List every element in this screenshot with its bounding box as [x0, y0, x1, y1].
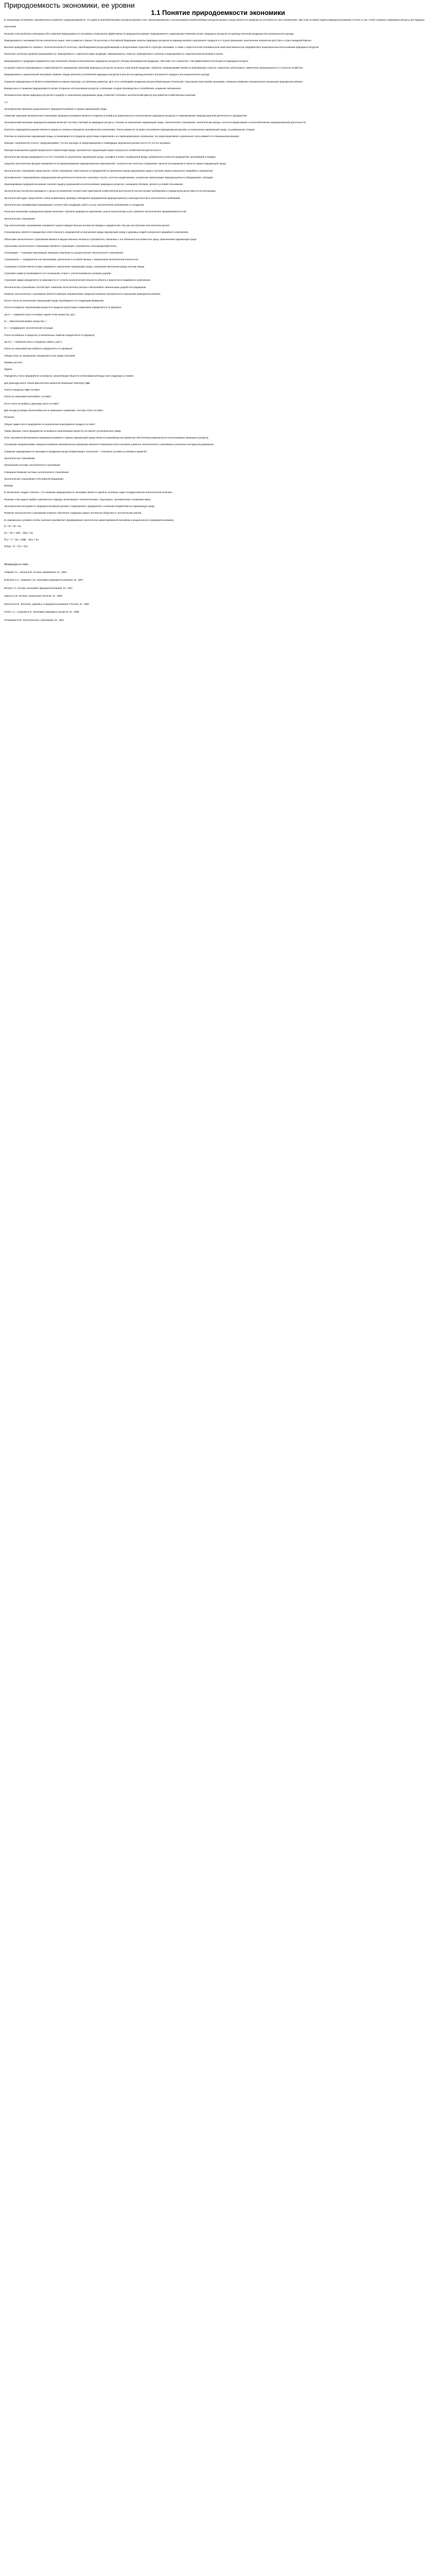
- document-title: Природоемкость экономики, ее уровни: [4, 1, 135, 9]
- formula: Пл = Нл × (Мл − Мн) × Кэ: [4, 532, 33, 535]
- paragraph: Совершенствование системы экологического страхования: [4, 470, 69, 473]
- paragraph: Страхованием, является гражданская ответственность предприятий за причинение вреда окружающей среде и здоровью людей в результате аварийного загрязнения.: [4, 231, 189, 234]
- paragraph: Рыночные механизмы природопользования включают торговлю правами на загрязнение, рынок экологических услуг, развитие экологического предпринимательства.: [4, 210, 187, 213]
- paragraph: Важную роль в снижении природоемкости играет вторичное использование ресурсов, утилизация отходов производства и потребления, рециклинг материалов.: [4, 87, 181, 90]
- paragraph: Главными задачами экономического механизма природопользования являются создание условий для рационального использования природных ресурсов и стимулирование природоохранной деятельности предприятий.: [4, 114, 248, 117]
- paragraph: Экономическая оценка природных ресурсов и ущерба от загрязнения окружающей среды позволяет учитывать экологический фактор при принятии хозяйственных решений.: [4, 94, 196, 97]
- paragraph: 1.2: [4, 100, 8, 104]
- paragraph: Таким образом, плата предприятия за выбросы загрязняющих веществ составляет установленную сумму.: [4, 429, 121, 432]
- paragraph: Итого плата за выбросы диоксида азота составит:: [4, 402, 60, 405]
- paragraph: Принцип возмещения ущерба предполагает компенсацию вреда, причиненного окружающей среде в результате хозяйственной деятельности.: [4, 148, 162, 151]
- paragraph: Экологическое страхование: [4, 457, 35, 460]
- paragraph: Высокая природоемкость связана с технологической отсталостью, преобладанием ресурсодобывающих и ресурсоемких отраслей в структуре экономики, а также с недостаточной экономической заинтересованностью предприятий в рациональном использовании природных ресурсов.: [4, 46, 320, 49]
- paragraph: Организация системы экологического страхования: [4, 464, 60, 467]
- formula: П = Н × М × Кэ: [4, 525, 22, 528]
- paragraph: Субъектами экологического страхования являются страховщик, страхователь и выгодоприобретатель.: [4, 244, 117, 247]
- paragraph: Лицензирование природопользования означает выдачу разрешений на использование природных ресурсов с указанием объемов, сроков и условий пользования.: [4, 183, 184, 186]
- reference-item: Бобылев С.Н., Ходжаев А.Ш. Экономика природопользования. М., 1997.: [4, 579, 84, 582]
- paragraph: Платежи за загрязнение окружающей среды устанавливаются в пределах допустимых нормативов и за сверхнормативное загрязнение. За сверхнормативное загрязнение плата взимается в повышенном размере.: [4, 135, 240, 138]
- paragraph: Итак, экономический механизм природопользования и охраны окружающей среды является важнейшим инструментом обеспечения рационального использования природных ресурсов.: [4, 436, 209, 439]
- references-list: [0, 568, 436, 624]
- paragraph: Экологический аудит представляет собой независимую проверку соблюдения предприятием природоохранного законодательства и экологических требований.: [4, 196, 181, 199]
- paragraph: Для диоксида азота: объем фактических выбросов превышает величину ПДВ.: [4, 381, 91, 384]
- paragraph: где Нл — норматив платы в пределах лимита, руб./т.: [4, 340, 63, 343]
- paragraph: Принцип «загрязнитель платит» предусматривает, что все расходы по предотвращению и ликвидации загрязнения должен нести тот, кто его вызывает.: [4, 142, 171, 145]
- paragraph: Решение этой проблемы невозможно без снижения природоемкости экономики и повышения эффективности природопользования. Природоемкость характеризует величину затрат природных ресурсов на единицу конечной продукции или национального дохода.: [4, 32, 294, 35]
- paragraph: Природоемкость продукции определяется как отношение объема использованных природных ресурсов к объему произведенной продукции. Чем ниже этот показатель, тем эффективнее используются природные ресурсы.: [4, 59, 249, 62]
- paragraph: Природоемкость национальной экономики отражает общую величину потребления природных ресурсов в расчете на единицу валового внутреннего продукта или национального дохода.: [4, 73, 210, 76]
- reference-item: Акимова Т.А., Хаскин В.В. Основы экоразвития. М., 1994.: [4, 570, 67, 573]
- paragraph: Общая плата за загрязнение определяется как сумма платежей:: [4, 354, 76, 357]
- paragraph: Снижение природоемкости является важнейшим условием перехода к устойчивому развитию. Для этого необходимо внедрение ресурсосберегающих технологий, структурная перестройка экономики, совершенствование экономического механизма природопользования.: [4, 80, 303, 83]
- paragraph: Кэ — коэффициент экологической ситуации.: [4, 327, 54, 330]
- paragraph: Под экологическим страхованием понимается защита имущественных интересов граждан и юридических лиц при наступлении экологических рисков.: [4, 224, 170, 227]
- paragraph: Экологическая сертификация подтверждает соответствие продукции, работ и услуг экологическим требованиям и стандартам.: [4, 204, 145, 207]
- paragraph: Общая сумма платы предприятия за загрязнение атмосферного воздуха составит:: [4, 422, 96, 426]
- paragraph: Страховой тариф определяется в зависимости от степени экологической опасности объекта и вероятности аварийного загрязнения.: [4, 279, 151, 282]
- paragraph: Экологическое страхование представляет собой страхование ответственности предприятий за причинение вреда окружающей среде и третьим лицам в результате аварийного загрязнения.: [4, 169, 214, 172]
- paragraph: Платность природопользования является одним из основных принципов экономического механизма. Плата взимается за право пользования природными ресурсами, за загрязнение окружающей среды, за размещение отходов.: [4, 128, 255, 131]
- paragraph: Экологическая экспертиза проводится с целью установления соответствия намечаемой хозяйственной деятельности экологическим требованиям и определения допустимости ее реализации.: [4, 190, 217, 193]
- paragraph: Плата за выбросы в пределах установленных лимитов определяется по формуле:: [4, 333, 95, 336]
- paragraph: Экономический механизм природопользования включает систему платежей за природные ресурсы, платежи за загрязнение окружающей среды, экологическое страхование, экологические фонды, льготное кредитование и налогообложение природоохранной деятельности.: [4, 121, 307, 124]
- paragraph: Объектами экологического страхования являются имущественные интересы страхователя, связанные с его обязанностью возместить вред, причиненный окружающей среде.: [4, 238, 197, 241]
- paragraph: Определить плату предприятия за выбросы загрязняющих веществ в атмосферный воздух при следующих условиях.: [4, 375, 134, 378]
- formula-block: [0, 523, 436, 550]
- paragraph: Экономические инструменты природопользования должны стимулировать предприятия к снижению воздействия на окружающую среду.: [4, 505, 155, 508]
- paragraph: Страховым случаем является факт аварийного загрязнения окружающей среды, повлекший причинение вреда третьим лицам.: [4, 265, 145, 268]
- paragraph: Снижение природоемкости экономики и внедрение ресурсосберегающих технологий — ключевые условия устойчивого развития.: [4, 450, 148, 453]
- formula: Побщ = П + Пл + Псл: [4, 545, 28, 548]
- paragraph: Расчет платы за загрязнение окружающей среды производится по следующим формулам.: [4, 299, 104, 302]
- references-title: Литература по теме:: [4, 563, 29, 566]
- document: [0, 0, 436, 636]
- paragraph: Для оксида углерода объем выбросов не превышает нормативы, поэтому плата составит:: [4, 409, 104, 412]
- paragraph: Страховая сумма устанавливается по соглашению сторон с учетом возможного размера ущерба.: [4, 272, 112, 275]
- paragraph: В заключение следует отметить, что снижение природоемкости экономики является одной из основных задач государственной экологической политики.: [4, 491, 172, 494]
- paragraph: Экологическое страхование: [4, 217, 35, 220]
- paragraph: Экологические фонды формируются за счет платежей за загрязнение окружающей среды, штрафов и исков о возмещении вреда, добровольных взносов предприятий, организаций и граждан.: [4, 155, 217, 158]
- paragraph: Экономические принципы рационального природопользования и охраны окружающей среды: [4, 107, 107, 110]
- paragraph: Пример расчета:: [4, 361, 23, 364]
- paragraph: Основными направлениями совершенствования экономического механизма являются повышение роли платежей, развитие экологического страхования и рыночных методов регулирования.: [4, 443, 215, 446]
- paragraph: Решение: [4, 416, 14, 419]
- paragraph: Страховщик — страховая организация, имеющая лицензию на осуществление экологического страхования.: [4, 251, 124, 255]
- paragraph: Страхователь — предприятие или организация, деятельность которой связана с повышенной экологической опасностью.: [4, 258, 139, 261]
- paragraph: В «Концепции устойчивого экономического развития» предусматривается, что добыча невозобновляемых ресурсов должна стать сбалансированной, а использование возобновляемых ресурсов должно осуществляться в пределах их способности к восстановлению. При этом основная задача природопользования состоит в том, чтобы сохранить природные ресурсы для будущих поколений.: [4, 19, 425, 28]
- paragraph: Экономическое стимулирование природоохранной деятельности включает налоговые льготы, льготное кредитование, ускоренную амортизацию природоохранного оборудования, субсидии.: [4, 176, 214, 179]
- paragraph: Экологическое страхование в Российской Федерации: [4, 477, 63, 480]
- paragraph: Плата в пределах ПДВ составит:: [4, 388, 41, 392]
- document-body: [0, 16, 436, 523]
- paragraph: Плата за сверхлимитный выброс составит:: [4, 395, 52, 398]
- reference-item: Протасов В.Ф. Экология, здоровье и природопользование в России. М., 1995.: [4, 602, 90, 605]
- paragraph: Решение этой задачи требует комплексного подхода, включающего технологические, структурные, экономические и правовые меры.: [4, 498, 151, 501]
- reference-item: Потравный И.М. Экологическое страхование. М., 2001.: [4, 618, 65, 621]
- section-title: 1.1 Понятие природоемкости экономики: [151, 9, 285, 16]
- paragraph: Задача: [4, 368, 12, 371]
- paragraph: Плата за сверхлимитные выбросы определяется по формуле:: [4, 347, 73, 350]
- reference-item: Моткин Г.А. Основы экономики природопользования. М., 1997.: [4, 586, 73, 589]
- reference-item: Голуб А.А., Струкова Е.Б. Экономика природных ресурсов. М., 1998.: [4, 611, 80, 614]
- paragraph: На уровне отрасли природоемкость характеризуется суммарными затратами природных ресурсов на выпуск отраслевой продукции. Наиболее природоемкими являются добывающие отрасли, энергетика, металлургия, химическая промышленность и сельское хозяйство.: [4, 66, 304, 70]
- paragraph: Развитие экологического страхования является важным направлением совершенствования экономического механизма природопользования.: [4, 292, 161, 295]
- paragraph: Экологическое страхование способствует снижению экологических рисков и обеспечивает компенсацию ущерба пострадавшим.: [4, 285, 147, 289]
- paragraph: где Н — норматив платы за выброс одной тонны вещества, руб.;: [4, 313, 76, 316]
- paragraph: В современных условиях особое значение приобретает формирование экологически ориентированной экономики и рационального природопользования.: [4, 518, 175, 521]
- formula: Псл = 5 × Нл × (Мф − Мл) × Кэ: [4, 538, 39, 541]
- paragraph: Средства экологических фондов направляются на финансирование природоохранных мероприятий, строительство очистных сооружений, научные исследования в области охраны окружающей среды.: [4, 162, 227, 165]
- paragraph: М — фактический выброс вещества, т;: [4, 320, 47, 323]
- reference-item: Гирусов Э.В. Основы социальной экологии. М., 1998.: [4, 595, 63, 598]
- paragraph: Природоемкость экономики России значительно выше, чем в развитых странах. По расчетам, в Российской Федерации затраты природных ресурсов на единицу валового внутреннего продукта в 2–3 раза превышают аналогичные показатели для США и стран Западной Европы.: [4, 39, 312, 42]
- paragraph: Развитие экологического страхования позволит обеспечить надежную защиту интересов общества от экологических рисков.: [4, 512, 142, 515]
- paragraph: Плата за выбросы загрязняющих веществ в пределах допустимых нормативов определяется по формуле:: [4, 306, 122, 309]
- paragraph: Выводы: [4, 484, 13, 487]
- paragraph: Различают несколько уровней природоемкости: природоемкость отдельного вида продукции, природоемкость отрасли, природоемкость региона и природоемкость национальной экономики в целом.: [4, 53, 223, 56]
